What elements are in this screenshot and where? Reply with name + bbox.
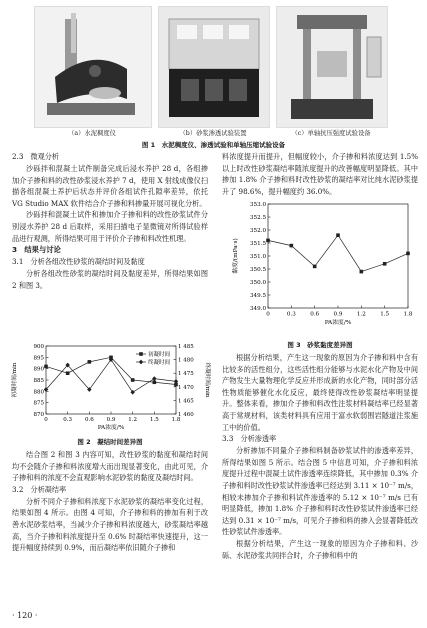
figure-1c-caption: （c）单轴抗压强度试验设备 xyxy=(291,130,371,137)
figure-1b-caption: （b）砂浆渗透试验装置 xyxy=(179,130,247,137)
x-axis-tick-label: 1.8 xyxy=(171,417,181,423)
figure-1a-photo xyxy=(34,6,152,128)
section-3-2-heading: 3.2 分析凝结率 xyxy=(12,484,67,494)
right-axis-tick-label: 1 465 xyxy=(178,398,194,405)
left-column-top xyxy=(12,151,208,291)
viscosity-data-point xyxy=(290,244,294,248)
section-3-3-paragraph-2: 根据分析结果，产生这一现象的原因为介子掺和料、沙砾、水泥砂浆共同拌合时，介子掺和料中的 xyxy=(222,538,418,560)
figure-1a-caption: （a）水泥稠度仪 xyxy=(68,130,116,137)
x-axis-tick-label: 0.6 xyxy=(84,417,94,423)
right-axis-label: 终凝时间/min xyxy=(204,362,210,398)
y-axis-tick-label: 350.0 xyxy=(249,280,266,286)
permeability-apparatus-image xyxy=(159,7,269,127)
viscosity-data-point xyxy=(266,239,270,243)
continued-paragraph: 料浓度提升而提升，但幅度较小，介子掺和料浓度达到 1.5% 以上时改性砂浆凝结率随浓度提升的改善幅度明显降低。其中掺加 1.8% 介子掺和料时改性砂浆的凝结率对比纯水泥砂浆提升了 98.6%，提升幅度约 36.0%。 xyxy=(222,152,418,196)
viscosity-line xyxy=(268,235,408,271)
section-3-2-paragraph: 分析不同介子掺和料浓度下水泥砂浆的凝结率变化过程，结果如图 4 所示。由图 4 可知，介子掺和料的掺加有利于改善水泥砂浆结率，当减少介子掺和料浓度越大，砂浆凝结率越高，当介子掺和料浓度提升至 0.6% 时凝结率快速提升，这一提升幅度持续到 0.9%，而后凝结率依旧随介子掺和 xyxy=(12,496,208,553)
x-axis-tick-label: 0.6 xyxy=(310,311,320,318)
figure-1-caption: 图 1 水泥稠度仪、渗透试验和单轴压缩试验设备 xyxy=(141,141,286,149)
legend-marker xyxy=(139,360,143,365)
section-2-3-heading: 2.3 微观分析 xyxy=(12,152,60,161)
right-axis-tick-label: 1 480 xyxy=(178,357,194,364)
x-axis-tick-label: 0.3 xyxy=(63,417,73,423)
section-2-3-paragraph-2: 沙砾拌和混凝土试件和掺加介子掺和料的改性砂浆试件分别浸水养护 28 d 后取样，采用扫描电子显微镜对所得试验样品进行观测，所得结果可用于评价介子掺和料改性机理。 xyxy=(12,210,208,243)
x-axis-tick-label: 0.3 xyxy=(286,311,296,318)
x-axis-label: PA浓度/% xyxy=(324,320,352,326)
right-axis-tick-label: 1 470 xyxy=(178,384,194,391)
left-axis-tick-label: 900 xyxy=(33,344,44,350)
viscosity-data-point xyxy=(383,262,387,266)
page-number: · 120 · xyxy=(12,611,38,620)
viscosity-data-point xyxy=(360,270,364,274)
compression-machine-image xyxy=(277,7,387,127)
y-axis-tick-label: 350.5 xyxy=(249,267,266,273)
data-point-initial-setting xyxy=(66,371,70,375)
data-point-final-setting xyxy=(152,376,156,381)
left-axis-label: 初凝时间/min xyxy=(12,362,18,398)
y-axis-tick-label: 352.0 xyxy=(249,228,266,234)
left-column-bottom xyxy=(12,449,208,554)
left-axis-tick-label: 880 xyxy=(33,389,44,396)
consistency-meter-image xyxy=(35,7,151,127)
y-axis-tick-label: 351.0 xyxy=(249,254,266,260)
x-axis-label: PA浓度/% xyxy=(97,425,125,431)
x-axis-tick-label: 1.5 xyxy=(149,417,159,423)
setting-time-chart xyxy=(8,340,212,436)
data-point-final-setting xyxy=(130,390,134,395)
left-axis-tick-label: 895 xyxy=(33,355,44,362)
figure-3-caption: 图 3 砂浆黏度差异图 xyxy=(287,341,353,349)
x-axis-tick-label: 1.2 xyxy=(356,311,366,318)
right-axis-tick-label: 1 485 xyxy=(178,344,194,350)
legend-label: 终凝时间 xyxy=(148,360,171,366)
right-axis-tick-label: 1 475 xyxy=(178,371,194,378)
y-axis-tick-label: 353.0 xyxy=(249,202,266,208)
x-axis-tick-label: 1.2 xyxy=(128,417,138,423)
right-column-bottom xyxy=(222,352,418,561)
figure-2-caption: 图 2 凝结时间差异图 xyxy=(77,438,143,446)
y-axis-tick-label: 349.0 xyxy=(249,306,266,312)
left-axis-tick-label: 870 xyxy=(33,412,44,418)
section-3-1-heading: 3.1 分析各组改性砂浆的凝结时间及黏度 xyxy=(12,257,145,267)
x-axis-tick-label: 0 xyxy=(266,311,270,318)
figure-3-discussion-paragraph: 根据分析结果，产生这一现象的原因为介子掺和料中含有比较多的活性组分，这些活性组分能够与水泥水化产物及中间产物发生大量物理化学反应并形成新的水化产物，同时部分活性物质能够催化水化反应，最终使得改性砂浆凝结率明显提升。整体来看，掺加介子掺和料改性注浆材料凝结率已经显著高于常规材料，该类材料具有应用于富水软弱围岩隧道注浆施工中的价值。 xyxy=(222,353,418,432)
data-point-initial-setting xyxy=(88,360,92,364)
x-axis-tick-label: 0.9 xyxy=(333,311,343,318)
data-point-initial-setting xyxy=(131,378,135,382)
left-axis-tick-label: 890 xyxy=(33,366,44,373)
right-column-top xyxy=(222,151,418,197)
x-axis-tick-label: 0 xyxy=(44,417,48,423)
x-axis-tick-label: 1.8 xyxy=(403,311,413,318)
section-2-3-paragraph-1: 沙砾拌和混凝土试件制备完成后浸水养护 28 d，各组掺加介子掺和料的改性砂浆浸水养护 7 d，使用 X 射线成像仪扫描各组混凝土养护后状态并评价各组试件孔隙率差异，依托 VG Studio MAX 软件结合介子掺和料掺量开展可视化分析。 xyxy=(12,164,208,208)
viscosity-data-point xyxy=(406,252,410,256)
viscosity-data-point xyxy=(313,265,317,269)
x-axis-tick-label: 1.5 xyxy=(380,311,390,318)
plot-frame xyxy=(268,204,408,308)
right-axis-tick-label: 1 460 xyxy=(178,412,194,418)
section-3-3-paragraph-1: 分析掺加不同量介子掺和料制备砂浆试件的渗透率差异，所得结果如图 5 所示。结合图 5 中信息可知，介子掺和料浓度提升过程中混凝土试件渗透率连续降低，其中掺加 0.3% 介子掺和料时改性砂浆试件渗透率已经达到 3.11 × 10⁻⁷ m/s，相较未掺加介子掺和料试件渗透率的 5.12 × 10⁻⁷ m/s 已有明显降低，掺加 1.8% 介子掺和料时改性砂浆试件渗透率已经达到 0.31 × 10⁻⁷ m/s，可见介子掺和料的掺入会显著降低改性砂浆试件渗透率。 xyxy=(222,446,418,537)
left-axis-tick-label: 885 xyxy=(33,378,44,384)
y-axis-tick-label: 352.5 xyxy=(249,215,266,221)
data-point-initial-setting xyxy=(44,365,48,369)
figure-1b-photo xyxy=(158,6,270,128)
viscosity-chart xyxy=(228,198,418,338)
section-3-1-paragraph: 分析各组改性砂浆的凝结时间及黏度差异，所得结果如图 2 和图 3。 xyxy=(12,269,208,290)
legend-label: 初凝时间 xyxy=(148,352,171,358)
section-3-3-heading: 3.3 分析渗透率 xyxy=(222,434,277,444)
figure-2-discussion-paragraph: 结合图 2 和图 3 内容可知，改性砂浆的黏度和凝结时间均不会随介子掺和料浓度增大而出现显著变化，由此可见，介子掺和料的浓度不会直观影响水泥砂浆的黏度及凝结时间。 xyxy=(12,450,208,483)
left-axis-tick-label: 875 xyxy=(33,400,44,407)
legend-marker xyxy=(139,352,143,356)
y-axis-label: 黏度/(mPa·s) xyxy=(233,238,239,274)
section-3-heading: 3 结果与讨论 xyxy=(12,245,61,255)
y-axis-tick-label: 349.5 xyxy=(249,293,266,299)
figure-1c-photo xyxy=(276,6,388,128)
viscosity-data-point xyxy=(336,233,340,237)
y-axis-tick-label: 351.5 xyxy=(249,241,266,247)
x-axis-tick-label: 0.9 xyxy=(106,417,116,423)
